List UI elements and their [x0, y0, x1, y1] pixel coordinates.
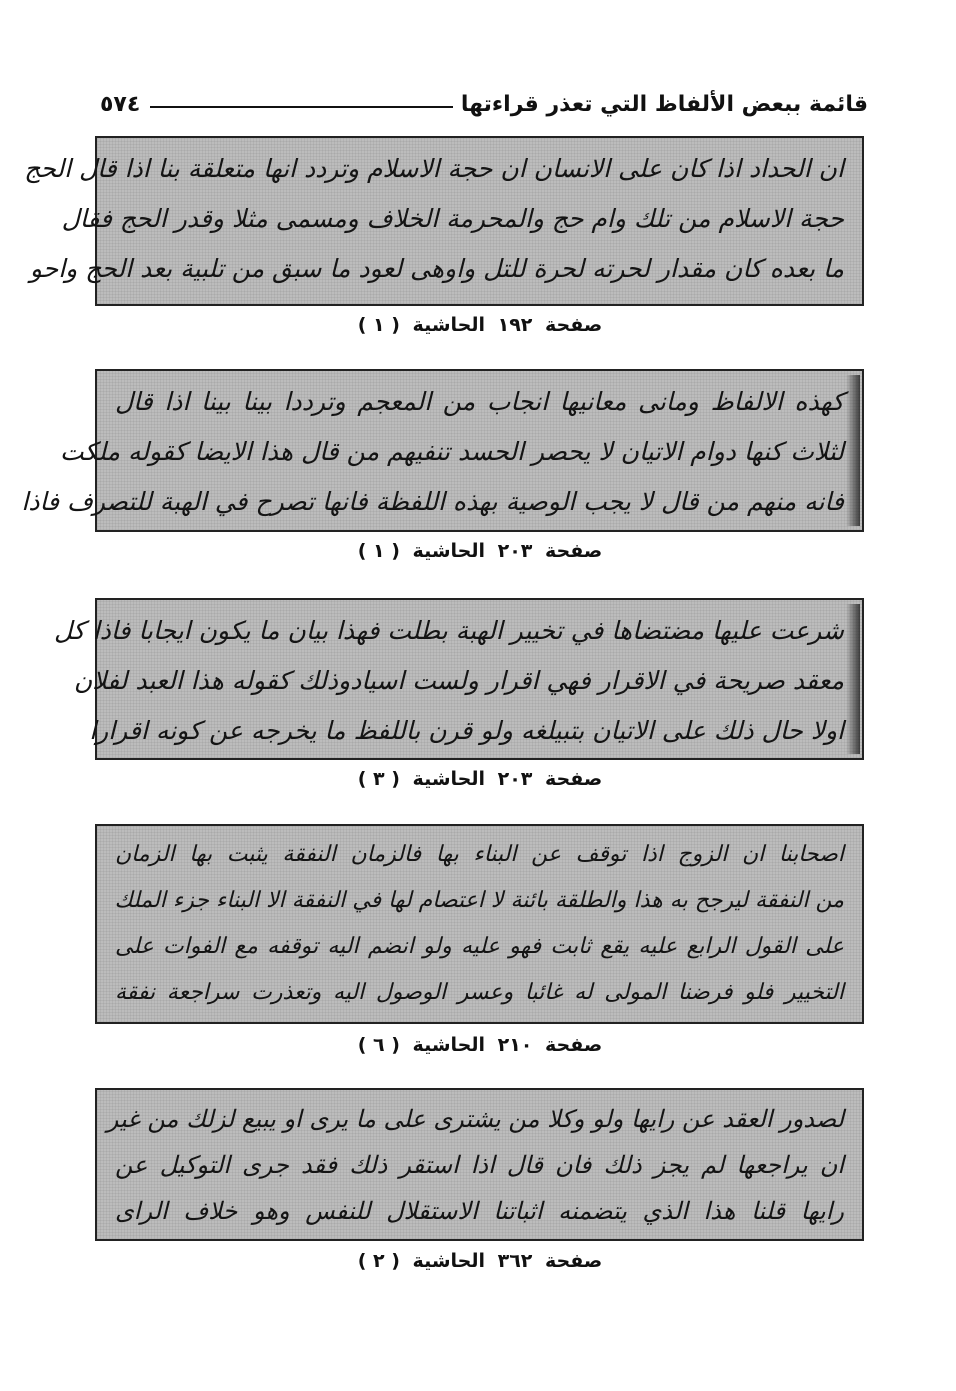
manuscript-excerpt-4 [95, 824, 864, 1024]
excerpt-caption-4 [92, 1034, 868, 1056]
manuscript-excerpt-5 [95, 1088, 864, 1241]
caption-note: ( ٦ ) [357, 1034, 400, 1056]
caption-note: ( ١ ) [357, 540, 400, 562]
caption-word: صفحة [545, 314, 603, 336]
caption-label: الحاشية [412, 1034, 485, 1056]
manuscript-line: التخيير فلو فرضنا المولى له غائبا وعسر الوصول اليه وتعذرت سراجعة نفقة [115, 980, 844, 1005]
caption-word: صفحة [545, 1034, 603, 1056]
excerpt-caption-2 [92, 540, 868, 562]
caption-label: الحاشية [412, 768, 485, 790]
manuscript-excerpt-1 [24, 136, 864, 306]
excerpt-caption-5 [92, 1250, 868, 1272]
manuscript-line: شرعت عليها مضتضاها في تخيير الهبة بطلت فهذا بيان ما يكون ايجابا فاذا كل [54, 616, 844, 645]
page-header [92, 84, 868, 124]
header-rule [150, 106, 453, 108]
manuscript-line: اولا حال ذلك على الاتيان بتبيلغه ولو قرن باللفظ ما يخرجه عن كونه اقرارا [89, 716, 844, 745]
manuscript-line: ما بعده كان مقدار لحرته لحرة للتل واوهى لعود ما سبق من تلبية بعد الحج واحو [29, 254, 844, 283]
caption-word: صفحة [545, 1250, 603, 1272]
caption-word: صفحة [545, 540, 603, 562]
excerpt-caption-3 [92, 768, 868, 790]
excerpt-caption-1 [92, 314, 868, 336]
manuscript-excerpt-2 [21, 369, 864, 532]
manuscript-line: رايها قلنا هذا الذي يتضمنه اثباتنا الاستقلال للنفس وهو خلاف الراى [115, 1197, 844, 1225]
manuscript-line: ان الحداد اذا كان على الانسان ان حجة الاسلام وتردد انها متعلقة بنا اذا قال الحج [24, 154, 844, 183]
caption-word: صفحة [545, 768, 603, 790]
scan-edge-shadow [846, 604, 860, 754]
caption-page: ٢١٠ [497, 1034, 533, 1056]
manuscript-line: لصدور العقد عن رايها ولو وكلا من يشترى على ما يرى او يبيع لزلك من غير [106, 1105, 844, 1133]
caption-note: ( ٢ ) [357, 1250, 400, 1272]
manuscript-excerpt-3 [54, 598, 864, 760]
manuscript-line: ان يراجعها لم يجز ذلك فان قال اذا استقر ذلك فقد جرى التوكيل عن [115, 1151, 844, 1179]
manuscript-line: اصحابنا ان الزوج اذا توقف عن البناء بها فالزمان النفقة يثبت بها الزمان [115, 842, 844, 867]
manuscript-line: فانه منهم من قال لا يجب الوصية بهذه اللفظة فانها تصرح في الهبة للتصرف فاذا [21, 487, 844, 516]
manuscript-line: على القول الرابع عليه يقع ثابت فهو عليه ولو انضم اليه توقفه مع الفوات على [115, 934, 844, 959]
manuscript-line: حجة الاسلام من تلك وام حج والمحرمة الخلاف ومسمى مثلا وقدر الحج فقال [61, 204, 844, 233]
caption-page: ٢٠٣ [497, 540, 533, 562]
caption-label: الحاشية [412, 314, 485, 336]
caption-note: ( ٣ ) [357, 768, 400, 790]
caption-note: ( ١ ) [357, 314, 400, 336]
caption-page: ٣٦٢ [497, 1250, 533, 1272]
scan-edge-shadow [846, 375, 860, 526]
caption-page: ١٩٢ [497, 314, 533, 336]
caption-label: الحاشية [412, 540, 485, 562]
manuscript-line: من النفقة ليرجح به هذا والطلقة بائنة لا اعتصام لها في النفقة الا البناء جزء الملك [114, 888, 844, 913]
manuscript-line: كهذه الالفاظ ومانى معانيها انجاب من المعجم وترددا بينا بينا اذا قال [115, 387, 844, 416]
manuscript-line: لثلاث كنها دوام الاتيان لا يحصر الحسد تنفيهم من قال هذا الايضا كقوله ملكت [60, 437, 844, 466]
manuscript-line: معقد صريحة في الاقرار فهي اقرار ولست اسيادوذلك كقوله هذا العبد لفلان [73, 666, 844, 695]
caption-label: الحاشية [412, 1250, 485, 1272]
caption-page: ٢٠٣ [497, 768, 533, 790]
running-title: قائمة ببعض الألفاظ التي تعذر قراءتها [460, 91, 868, 117]
page-number: ٥٧٤ [100, 91, 141, 117]
